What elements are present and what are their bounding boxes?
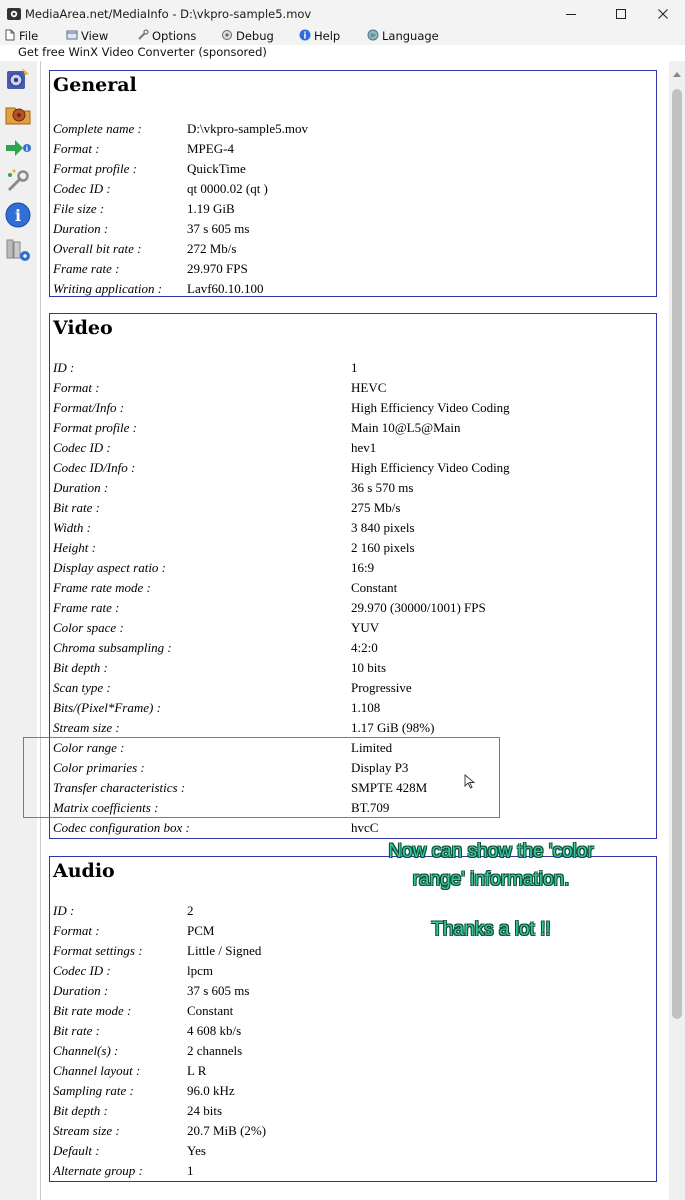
- language-icon: [367, 29, 379, 41]
- field-value: 2 160 pixels: [351, 540, 415, 555]
- info-row: [53, 598, 653, 618]
- export-icon: [4, 133, 32, 161]
- field-value: 2: [187, 903, 194, 918]
- info-row: [53, 1101, 653, 1121]
- info-row: [53, 818, 653, 838]
- field-label: Bit rate :: [53, 1023, 100, 1038]
- field-value: 37 s 605 ms: [187, 221, 250, 236]
- field-value: 1.19 GiB: [187, 201, 235, 216]
- field-value: 2 channels: [187, 1043, 243, 1058]
- field-label: Color space :: [53, 620, 124, 635]
- menu-bar: File View Options Debug i Help Language: [0, 29, 685, 45]
- field-value: 3 840 pixels: [351, 520, 415, 535]
- scroll-up-icon[interactable]: [673, 71, 681, 77]
- open-folder-icon: [4, 99, 32, 127]
- field-value: 16:9: [351, 560, 375, 575]
- field-label: Bit rate mode :: [53, 1003, 132, 1018]
- field-value: 20.7 MiB (2%): [187, 1123, 267, 1138]
- field-value: Display P3: [351, 760, 409, 775]
- title-bar: [0, 0, 685, 29]
- section-title: Video: [53, 317, 113, 339]
- info-row: [53, 478, 653, 498]
- tool-open-folder[interactable]: [4, 99, 32, 127]
- field-label: Codec ID :: [53, 440, 111, 455]
- field-value: 1.108: [351, 700, 381, 715]
- field-value: Constant: [187, 1003, 234, 1018]
- field-value: MPEG-4: [187, 141, 234, 156]
- field-value: 37 s 605 ms: [187, 983, 250, 998]
- field-label: Duration :: [53, 983, 109, 998]
- field-label: Stream size :: [53, 720, 120, 735]
- field-label: Display aspect ratio :: [53, 560, 167, 575]
- info-row: [53, 538, 653, 558]
- field-value: 29.970 FPS: [187, 261, 248, 276]
- mouse-cursor-icon: [464, 774, 476, 790]
- field-label: Color primaries :: [53, 760, 145, 775]
- field-label: Alternate group :: [53, 1163, 143, 1178]
- info-row: [53, 798, 653, 818]
- section-general: [49, 70, 657, 297]
- info-row: [53, 578, 653, 598]
- sponsored-link[interactable]: Get free WinX Video Converter (sponsored): [18, 45, 267, 59]
- section-video: [49, 313, 657, 839]
- info-row: [53, 458, 653, 478]
- field-label: Codec ID/Info :: [53, 460, 136, 475]
- section-title: Audio: [53, 860, 115, 882]
- info-row: [53, 758, 653, 778]
- info-row: [53, 941, 653, 961]
- view-icon: [66, 29, 78, 41]
- field-label: Format profile :: [53, 161, 138, 176]
- info-row: [53, 438, 653, 458]
- maximize-icon: [615, 8, 627, 20]
- field-value: 36 s 570 ms: [351, 480, 414, 495]
- field-label: Default :: [53, 1143, 100, 1158]
- svg-text:i: i: [303, 31, 307, 41]
- field-value: 29.970 (30000/1001) FPS: [351, 600, 486, 615]
- field-value: qt 0000.02 (qt ): [187, 181, 268, 196]
- info-row: [53, 219, 653, 239]
- field-label: Chroma subsampling :: [53, 640, 172, 655]
- info-row: [53, 119, 653, 139]
- help-icon: [299, 29, 311, 41]
- field-value: BT.709: [351, 800, 390, 815]
- field-label: Codec ID :: [53, 181, 111, 196]
- info-row: [53, 558, 653, 578]
- field-label: Bit depth :: [53, 1103, 108, 1118]
- field-label: Format/Info :: [53, 400, 125, 415]
- info-row: [53, 1141, 653, 1161]
- field-label: Writing application :: [53, 281, 163, 296]
- field-value: 1: [351, 360, 358, 375]
- field-label: Scan type :: [53, 680, 111, 695]
- window-title: MediaArea.net/MediaInfo - D:\vkpro-sample5.mov: [25, 7, 312, 21]
- field-label: Channel layout :: [53, 1063, 141, 1078]
- field-label: Frame rate :: [53, 600, 120, 615]
- field-value: Main 10@L5@Main: [351, 420, 461, 435]
- field-value: Constant: [351, 580, 398, 595]
- info-row: [53, 638, 653, 658]
- field-value: High Efficiency Video Coding: [351, 460, 510, 475]
- field-value: SMPTE 428M: [351, 780, 428, 795]
- field-value: D:\vkpro-sample5.mov: [187, 121, 308, 136]
- field-value: Yes: [187, 1143, 206, 1158]
- info-row: [53, 418, 653, 438]
- field-label: Duration :: [53, 221, 109, 236]
- field-value: Lavf60.10.100: [187, 281, 264, 296]
- info-row: [53, 1061, 653, 1081]
- field-label: Format :: [53, 141, 100, 156]
- field-value: 1: [187, 1163, 194, 1178]
- field-value: QuickTime: [187, 161, 246, 176]
- field-label: Channel(s) :: [53, 1043, 119, 1058]
- info-row: [53, 518, 653, 538]
- info-row: [53, 1001, 653, 1021]
- field-label: ID :: [53, 360, 75, 375]
- field-label: File size :: [53, 201, 105, 216]
- info-row: [53, 1041, 653, 1061]
- field-value: hvcC: [351, 820, 379, 835]
- field-label: ID :: [53, 903, 75, 918]
- field-label: Bits/(Pixel*Frame) :: [53, 700, 161, 715]
- field-label: Codec configuration box :: [53, 820, 190, 835]
- file-icon: [4, 29, 16, 41]
- field-label: Overall bit rate :: [53, 241, 142, 256]
- info-row: [53, 199, 653, 219]
- annotation-line: Now can show the 'color: [388, 841, 594, 862]
- field-label: Frame rate mode :: [53, 580, 151, 595]
- info-row: [53, 259, 653, 279]
- field-label: Format :: [53, 923, 100, 938]
- info-row: [53, 698, 653, 718]
- knowledge-base-icon: [4, 235, 32, 263]
- svg-text:i: i: [14, 206, 22, 225]
- field-label: Bit depth :: [53, 660, 108, 675]
- field-value: 4 608 kb/s: [187, 1023, 242, 1038]
- tool-about[interactable]: [4, 201, 32, 229]
- svg-text:i: i: [25, 145, 29, 153]
- field-value: PCM: [187, 923, 215, 938]
- side-toolbar: [0, 61, 37, 1200]
- info-row: [53, 981, 653, 1001]
- field-value: Little / Signed: [187, 943, 262, 958]
- field-value: High Efficiency Video Coding: [351, 400, 510, 415]
- info-row: [53, 1121, 653, 1141]
- options-icon: [137, 29, 149, 41]
- field-value: 4:2:0: [351, 640, 378, 655]
- annotation-line: range' information.: [412, 869, 570, 890]
- info-row: [53, 658, 653, 678]
- field-label: Transfer characteristics :: [53, 780, 186, 795]
- info-row: [53, 159, 653, 179]
- field-value: hev1: [351, 440, 377, 455]
- info-row: [53, 358, 653, 378]
- info-row: [53, 1021, 653, 1041]
- field-value: 24 bits: [187, 1103, 223, 1118]
- section-title: General: [53, 74, 137, 96]
- field-label: Codec ID :: [53, 963, 111, 978]
- field-value: YUV: [351, 620, 380, 635]
- field-label: Bit rate :: [53, 500, 100, 515]
- preferences-icon: [4, 167, 32, 195]
- field-label: Format profile :: [53, 420, 138, 435]
- info-row: [53, 961, 653, 981]
- info-row: [53, 678, 653, 698]
- info-row: [53, 618, 653, 638]
- info-row: [53, 279, 653, 299]
- info-row: [53, 718, 653, 738]
- field-value: 272 Mb/s: [187, 241, 237, 256]
- tool-knowledge-base[interactable]: [4, 235, 32, 263]
- debug-icon: [221, 29, 233, 41]
- info-row: [53, 139, 653, 159]
- field-label: Frame rate :: [53, 261, 120, 276]
- field-label: Color range :: [53, 740, 125, 755]
- info-row: [53, 498, 653, 518]
- close-icon: [657, 8, 669, 20]
- info-row: [53, 239, 653, 259]
- about-icon: [4, 201, 32, 229]
- tool-preferences[interactable]: [4, 167, 32, 195]
- minimize-button[interactable]: [550, 0, 596, 29]
- field-label: Format settings :: [53, 943, 143, 958]
- field-value: 10 bits: [351, 660, 387, 675]
- info-row: [53, 1161, 653, 1181]
- field-value: lpcm: [187, 963, 213, 978]
- field-label: Duration :: [53, 480, 109, 495]
- field-label: Complete name :: [53, 121, 142, 136]
- annotation-text: [366, 838, 616, 944]
- info-row: [53, 378, 653, 398]
- field-label: Format :: [53, 380, 100, 395]
- field-label: Width :: [53, 520, 91, 535]
- field-value: HEVC: [351, 380, 387, 395]
- field-label: Matrix coefficients :: [53, 800, 159, 815]
- info-row: [53, 778, 653, 798]
- info-row: [53, 738, 653, 758]
- annotation-thanks: Thanks a lot !!: [431, 919, 551, 940]
- field-label: Sampling rate :: [53, 1083, 134, 1098]
- field-value: 275 Mb/s: [351, 500, 401, 515]
- field-value: Limited: [351, 740, 393, 755]
- minimize-icon: [565, 8, 577, 20]
- scrollbar-thumb[interactable]: [672, 89, 682, 1019]
- open-file-icon: [4, 65, 32, 93]
- vertical-scrollbar[interactable]: [669, 61, 685, 1200]
- app-icon: [6, 6, 22, 22]
- tool-export[interactable]: [4, 133, 32, 161]
- info-row: [53, 179, 653, 199]
- info-row: [53, 398, 653, 418]
- field-value: L R: [187, 1063, 207, 1078]
- maximize-button[interactable]: [600, 0, 646, 29]
- info-row: [53, 1081, 653, 1101]
- field-label: Stream size :: [53, 1123, 120, 1138]
- close-button[interactable]: [642, 0, 685, 29]
- field-value: 96.0 kHz: [187, 1083, 235, 1098]
- tool-open-file[interactable]: [4, 65, 32, 93]
- field-value: Progressive: [351, 680, 412, 695]
- field-label: Height :: [53, 540, 96, 555]
- field-value: 1.17 GiB (98%): [351, 720, 435, 735]
